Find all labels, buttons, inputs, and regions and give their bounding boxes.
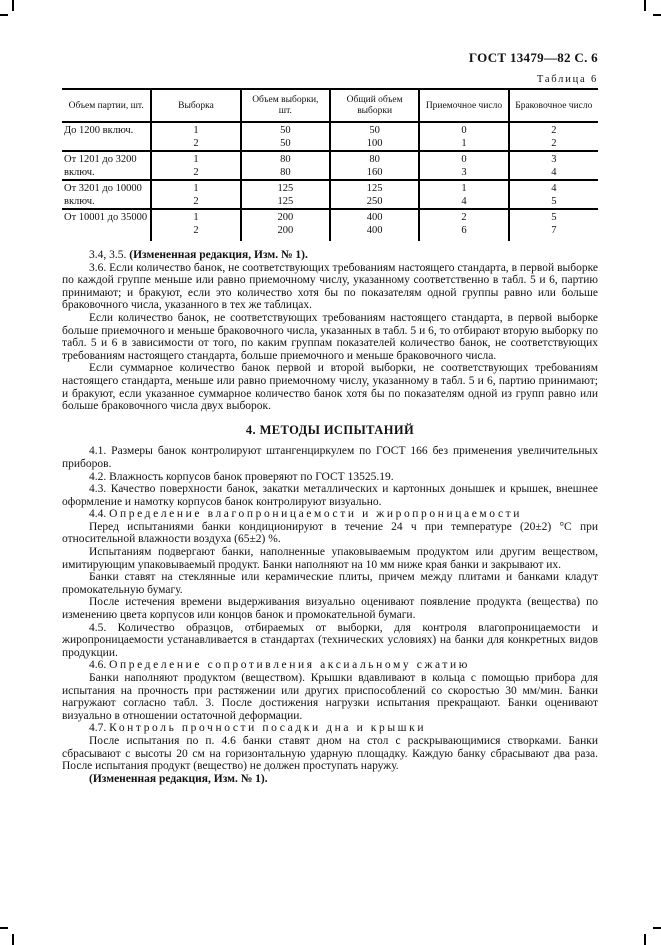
table-cell: 50 — [241, 138, 330, 152]
table-cell: 2 — [151, 225, 240, 242]
paragraph — [62, 722, 598, 735]
text-run: После истечения времени выдерживания визуально оценивают появление продукта (вещества) по изменению цвета корпусов или концов банок и промокательной бумаги. — [62, 596, 598, 622]
table-cell: 4 — [509, 167, 598, 181]
text-run: 3.4, 3.5. — [89, 249, 130, 261]
text-run: 4.1. Размеры банок контролируют штангенциркулем по ГОСТ 166 без применения увеличительных приборов. — [62, 445, 598, 470]
table-cell: 200 — [241, 209, 330, 225]
bold-text: (Измененная редакция, Изм. № 1). — [129, 249, 308, 261]
paragraph — [62, 546, 598, 571]
paragraph — [62, 672, 598, 722]
table-cell: 3 — [509, 151, 598, 167]
paragraph — [62, 249, 598, 262]
table-cell: 125 — [330, 180, 419, 196]
table-cell: 160 — [330, 167, 419, 181]
table-cell: 2 — [151, 167, 240, 181]
spaced-heading-text: Определение влагопроницаемости и жиропроницаемости — [109, 508, 523, 521]
table-group — [62, 180, 598, 209]
table-cell: 50 — [330, 122, 419, 138]
table-cell: 1 — [419, 138, 508, 152]
table-cell: 6 — [419, 225, 508, 242]
paragraph — [62, 445, 598, 470]
page-content — [62, 50, 598, 785]
table-row — [62, 180, 598, 196]
table-cell: 50 — [241, 122, 330, 138]
table-cell: 5 — [509, 196, 598, 210]
text-run: Испытаниям подвергают банки, наполненные упаковываемым продуктом или другим веществом, имитирующим упаковываемый продукт. Банки наполняют на 10 мм ниже края банки и закрывают их. — [62, 546, 598, 571]
table-cell: 125 — [241, 180, 330, 196]
text-run: Перед испытаниями банки кондиционируют в течение 24 ч при температуре (20±2) °С при относительной влажности воздуха (65±2) %. — [62, 520, 598, 546]
text-run: Если количество банок, не соответствующих требованиям настоящего стандарта, в первой выборке больше приемочного и меньше браковочного числа, указанных в табл. 5 и 6, то отбирают вторую выборку по табл. 5 и 6 в зависимости от того, по каким группам показателей количество банок, не соответствующих требованиям настоящего стандарта, больше приемочного и меньше браковочного числа. — [62, 311, 598, 362]
table-cell: 7 — [509, 225, 598, 242]
spaced-heading-text: Определение сопротивления аксиальному сжатию — [109, 659, 470, 672]
text-run: 3.6. Если количество банок, не соответствующих требованиям настоящего стандарта, в первой выборке по каждой группе меньше или равно приемочному числу, указанному соответственно в табл. 5 и 6, партию принимают; и бракуют, если это количество хотя бы по показателям одной группы равно или больше браковочного числа, указанного в тех же таблицах. — [62, 261, 598, 312]
paragraph — [62, 571, 598, 596]
paragraph — [62, 471, 598, 484]
table-cell: 400 — [330, 209, 419, 225]
party-volume-cell: От 3201 до 10000 включ. — [64, 183, 142, 207]
table-cell: 4 — [419, 196, 508, 210]
paragraph — [62, 622, 598, 660]
crop-mark-top-left-horizontal — [0, 14, 8, 16]
table-cell: 1 — [151, 180, 240, 196]
text-run: 4.7. — [89, 722, 110, 735]
crop-mark-bottom-left-horizontal — [0, 927, 8, 929]
table-cell: 1 — [419, 180, 508, 196]
table-cell: 125 — [241, 196, 330, 210]
table-row — [62, 122, 598, 138]
table-caption: Таблица 6 — [536, 74, 598, 85]
table-cell: 80 — [241, 167, 330, 181]
column-header: Приемочное число — [419, 89, 508, 122]
table-cell: 2 — [509, 138, 598, 152]
column-header: Общий объем выборки — [330, 89, 419, 122]
text-run: 4.2. Влажность корпусов банок проверяют по ГОСТ 13525.19. — [89, 470, 394, 483]
table-cell: 3 — [419, 167, 508, 181]
paragraph — [62, 312, 598, 362]
table-group — [62, 151, 598, 180]
text-run: 4.5. Количество образцов, отбираемых от выборки, для контроля влагопроницаемости и жиропроницаемости устанавливается в стандартах (технических условиях) на банки для конкретных видов продукции. — [62, 621, 598, 659]
paragraph — [62, 521, 598, 546]
table-cell: 1 — [151, 122, 240, 138]
text-run: Если суммарное количество банок первой и второй выборки, не соответствующих требованиям настоящего стандарта, меньше или равно приемочному числу, указанному в табл. 5 и 6, партию принимают; и бракуют, если указанное суммарное количество банок хотя бы по показателям одной из групп равно или больше браковочного числа двух выборок. — [62, 362, 598, 413]
table-cell: 2 — [509, 122, 598, 138]
paragraph — [62, 483, 598, 508]
table-cell: 2 — [419, 209, 508, 225]
column-header: Выборка — [151, 89, 240, 122]
paragraph — [62, 362, 598, 412]
table-cell: 1 — [151, 151, 240, 167]
paragraph — [62, 596, 598, 621]
text-run: После испытания по п. 4.6 банки ставят дном на стол с раскрывающимися створками. Банки сбрасывают с высоты 20 см на горизонтальную ударную площадку. Каждую банку сбрасывают два раза. После испытания продукт (вещество) не должен проступать наружу. — [62, 734, 598, 773]
bold-text: (Измененная редакция, Изм. № 1). — [89, 772, 268, 785]
paragraph — [62, 773, 598, 786]
crop-mark-bottom-right-vertical — [644, 934, 646, 945]
text-run: 4.3. Качество поверхности банок, закатки металлических и картонных донышек и крышек, внешнее оформление и намотку корпусов банок контролируют визуально. — [62, 483, 598, 508]
crop-mark-top-right-horizontal — [653, 14, 661, 16]
sampling-table — [62, 88, 598, 241]
page-header: ГОСТ 13479—82 С. 6 — [468, 50, 598, 65]
table-row — [62, 151, 598, 167]
crop-mark-bottom-left-vertical — [12, 934, 14, 945]
paragraph — [62, 508, 598, 521]
section-heading: 4. МЕТОДЫ ИСПЫТАНИЙ — [245, 422, 415, 437]
table-header-row — [62, 89, 598, 122]
document-body — [62, 249, 598, 785]
table-cell: 100 — [330, 138, 419, 152]
table-cell: 2 — [151, 196, 240, 210]
crop-mark-top-right-vertical — [644, 0, 646, 11]
table-cell: 1 — [151, 209, 240, 225]
text-run: Банки ставят на стеклянные или керамические плиты, причем между плитами и банками кладут промокательную бумагу. — [62, 571, 598, 596]
column-header: Браковочное число — [509, 89, 598, 122]
paragraph — [62, 735, 598, 773]
text-run: 4.6. — [89, 659, 110, 672]
table-group — [62, 209, 598, 241]
text-run: Банки наполняют продуктом (веществом). Крышки вдавливают в кольца с помощью прибора для испытания на прочность при растяжении или других приспособлений со скоростью 30 мм/мин. Банки нагружают согласно табл. 3. После достижения нагрузки испытания прекращают. Банки оценивают визуально в отношении остаточной деформации. — [62, 672, 598, 722]
table-cell: 2 — [151, 138, 240, 152]
table-cell: 0 — [419, 122, 508, 138]
table-row — [62, 209, 598, 225]
spaced-heading-text: Контроль прочности посадки дна и крышки — [109, 722, 427, 735]
table-cell: 4 — [509, 180, 598, 196]
table-cell: 400 — [330, 225, 419, 242]
table-cell: 80 — [241, 151, 330, 167]
table-cell: 250 — [330, 196, 419, 210]
table-group — [62, 122, 598, 151]
column-header: Объем выборки, шт. — [241, 89, 330, 122]
crop-mark-bottom-right-horizontal — [653, 927, 661, 929]
paragraph — [62, 659, 598, 672]
table-cell: 5 — [509, 209, 598, 225]
paragraph — [62, 262, 598, 312]
crop-mark-top-left-vertical — [12, 0, 14, 11]
table-head — [62, 89, 598, 122]
table-cell: 80 — [330, 151, 419, 167]
column-header: Объем партии, шт. — [62, 89, 151, 122]
party-volume-cell: От 1201 до 3200 включ. — [64, 154, 137, 178]
text-run: 4.4. — [89, 508, 110, 521]
party-volume-cell: От 10001 до 35000 — [64, 212, 148, 223]
table-cell: 0 — [419, 151, 508, 167]
party-volume-cell: До 1200 включ. — [64, 125, 134, 136]
table-cell: 200 — [241, 225, 330, 242]
